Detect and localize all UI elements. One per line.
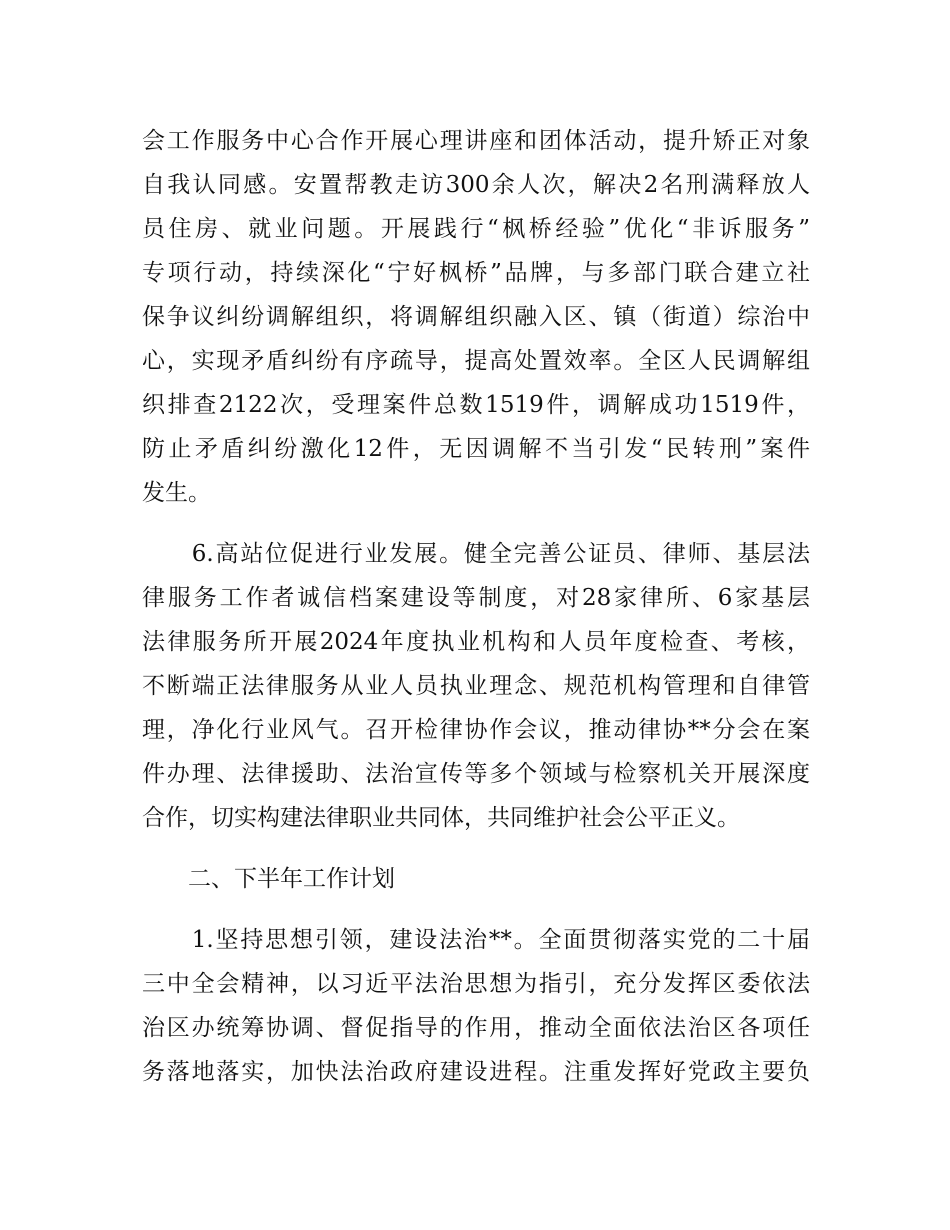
section-heading-text: 二、下半年工作计划	[142, 866, 395, 892]
paragraph-gap	[142, 515, 810, 532]
text-line: 理，净化行业风气。召开检律协作会议，推动律协**分会在案	[142, 717, 810, 743]
text-line: 合作，切实构建法律职业共同体，共同维护社会公平正义。	[142, 805, 740, 831]
text-line: 法律服务所开展2024年度执业机构和人员年度检查、考核，	[142, 629, 810, 655]
text-line: 1.坚持思想引领，建设法治**。全面贯彻落实党的二十届	[142, 927, 810, 953]
text-line: 防止矛盾纠纷激化12件，无因调解不当引发“民转刑”案件	[142, 436, 810, 462]
paragraph-community-correction	[142, 119, 810, 515]
text-line: 专项行动，持续深化“宁好枫桥”品牌，与多部门联合建立社	[142, 260, 810, 286]
text-line: 保争议纠纷调解组织，将调解组织融入区、镇（街道）综治中	[142, 304, 810, 330]
text-line: 6.高站位促进行业发展。健全完善公证员、律师、基层法	[142, 541, 810, 567]
text-line: 员住房、就业问题。开展践行“枫桥经验”优化“非诉服务”	[142, 216, 810, 242]
paragraph-gap	[142, 901, 810, 918]
text-line: 织排查2122次，受理案件总数1519件，调解成功1519件，	[142, 392, 810, 418]
text-line: 务落地落实，加快法治政府建设进程。注重发挥好党政主要负	[142, 1059, 810, 1085]
text-line: 发生。	[142, 480, 211, 506]
text-line: 律服务工作者诚信档案建设等制度，对28家律所、6家基层	[142, 585, 810, 611]
paragraph-industry-development	[142, 532, 810, 840]
text-line: 不断端正法律服务从业人员执业理念、规范机构管理和自律管	[142, 673, 810, 699]
document-body	[142, 119, 810, 1094]
text-line: 件办理、法律援助、法治宣传等多个领域与检察机关开展深度	[142, 761, 810, 787]
section-heading	[142, 857, 810, 901]
text-line: 自我认同感。安置帮教走访300余人次，解决2名刑满释放人	[142, 172, 810, 198]
paragraph-ideological-leadership	[142, 918, 810, 1094]
text-line: 心，实现矛盾纠纷有序疏导，提高处置效率。全区人民调解组	[142, 348, 810, 374]
text-line: 三中全会精神，以习近平法治思想为指引，充分发挥区委依法	[142, 971, 810, 997]
paragraph-gap	[142, 840, 810, 857]
text-line: 治区办统筹协调、督促指导的作用，推动全面依法治区各项任	[142, 1015, 810, 1041]
text-line: 会工作服务中心合作开展心理讲座和团体活动，提升矫正对象	[142, 128, 810, 154]
